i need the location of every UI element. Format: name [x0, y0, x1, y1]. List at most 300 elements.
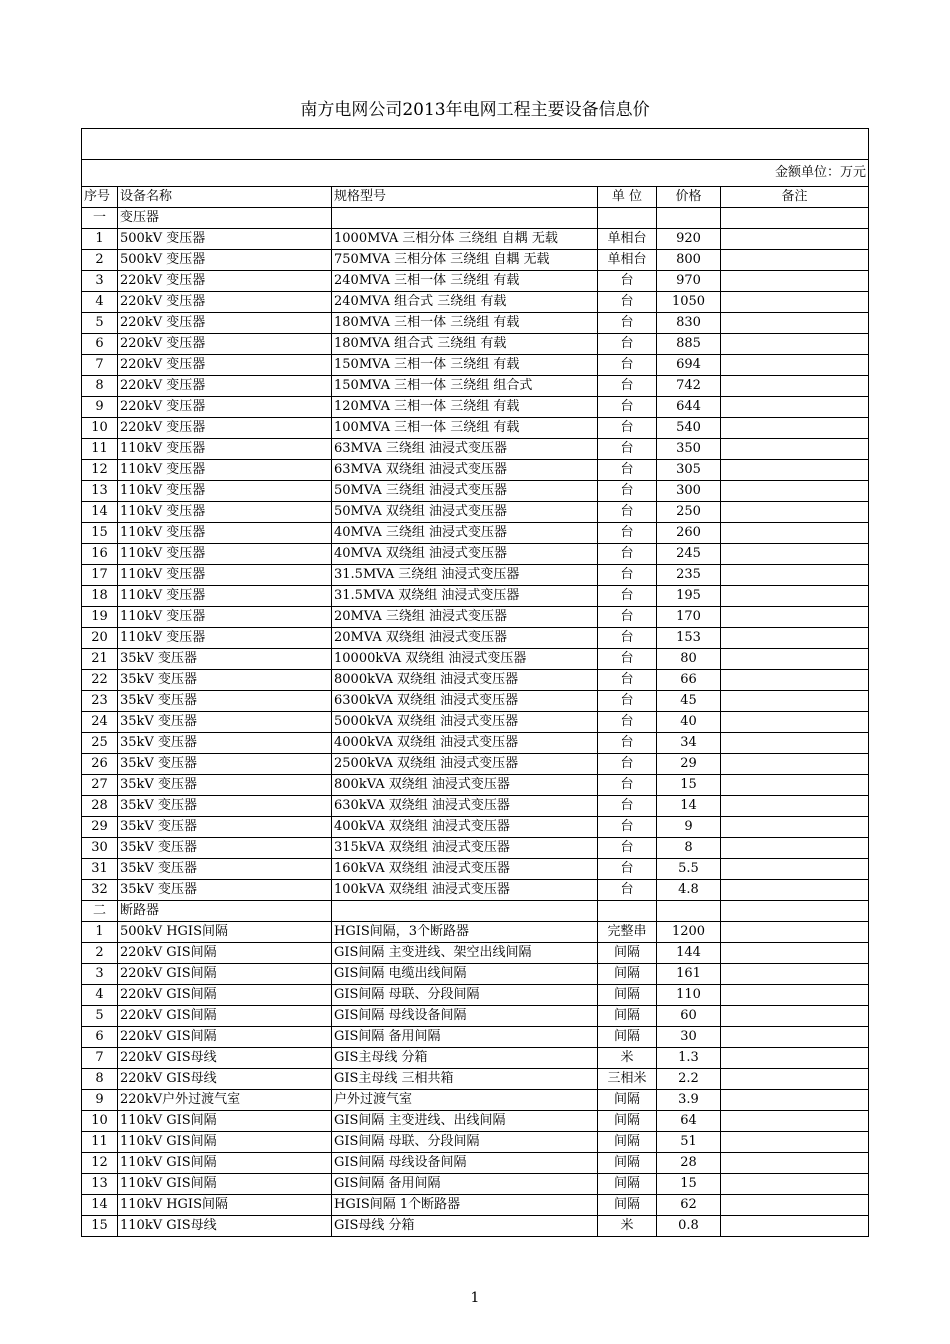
row-price: 260	[657, 523, 721, 544]
row-spec: 800kVA 双绕组 油浸式变压器	[332, 775, 598, 796]
row-unit: 台	[598, 376, 657, 397]
row-remark	[721, 964, 869, 985]
row-name: 110kV 变压器	[118, 544, 332, 565]
row-no: 20	[82, 628, 118, 649]
row-spec	[332, 901, 598, 922]
row-unit: 台	[598, 481, 657, 502]
row-spec: 150MVA 三相一体 三绕组 有载	[332, 355, 598, 376]
row-name: 110kV 变压器	[118, 628, 332, 649]
row-spec: 150MVA 三相一体 三绕组 组合式	[332, 376, 598, 397]
table-row	[82, 838, 869, 859]
row-spec: 100MVA 三相一体 三绕组 有载	[332, 418, 598, 439]
row-name: 110kV 变压器	[118, 481, 332, 502]
row-unit: 台	[598, 544, 657, 565]
row-price: 40	[657, 712, 721, 733]
row-name: 110kV 变压器	[118, 565, 332, 586]
row-remark	[721, 481, 869, 502]
row-price: 800	[657, 250, 721, 271]
row-price: 300	[657, 481, 721, 502]
row-remark	[721, 523, 869, 544]
row-no: 30	[82, 838, 118, 859]
row-remark	[721, 1006, 869, 1027]
row-no: 27	[82, 775, 118, 796]
row-unit: 台	[598, 586, 657, 607]
row-unit: 台	[598, 334, 657, 355]
table-row	[82, 229, 869, 250]
row-remark	[721, 1132, 869, 1153]
table-row	[82, 502, 869, 523]
row-no: 7	[82, 1048, 118, 1069]
row-no: 2	[82, 943, 118, 964]
row-unit: 台	[598, 439, 657, 460]
row-price: 110	[657, 985, 721, 1006]
row-remark	[721, 1195, 869, 1216]
row-unit: 台	[598, 418, 657, 439]
table-row	[82, 712, 869, 733]
table-row	[82, 607, 869, 628]
row-remark	[721, 1090, 869, 1111]
row-no: 18	[82, 586, 118, 607]
row-unit: 间隔	[598, 1006, 657, 1027]
row-remark	[721, 397, 869, 418]
row-name: 35kV 变压器	[118, 649, 332, 670]
table-row	[82, 313, 869, 334]
row-name: 220kV 变压器	[118, 376, 332, 397]
row-unit: 台	[598, 460, 657, 481]
row-name: 500kV 变压器	[118, 250, 332, 271]
page-number: 1	[470, 1290, 480, 1306]
row-name: 35kV 变压器	[118, 838, 332, 859]
row-name: 220kV GIS间隔	[118, 943, 332, 964]
header-spec: 规格型号	[332, 187, 598, 208]
equipment-price-table	[81, 128, 869, 1237]
table-row	[82, 985, 869, 1006]
row-price: 1200	[657, 922, 721, 943]
row-price: 45	[657, 691, 721, 712]
row-price: 885	[657, 334, 721, 355]
row-no: 28	[82, 796, 118, 817]
row-unit: 台	[598, 355, 657, 376]
row-spec: 2500kVA 双绕组 油浸式变压器	[332, 754, 598, 775]
row-price: 80	[657, 649, 721, 670]
row-no: 15	[82, 523, 118, 544]
table-row	[82, 1174, 869, 1195]
row-spec: HGIS间隔，3个断路器	[332, 922, 598, 943]
table-row	[82, 544, 869, 565]
row-spec: 20MVA 双绕组 油浸式变压器	[332, 628, 598, 649]
row-remark	[721, 1216, 869, 1237]
row-price: 644	[657, 397, 721, 418]
row-price: 4.8	[657, 880, 721, 901]
row-price: 742	[657, 376, 721, 397]
row-spec: 240MVA 三相一体 三绕组 有载	[332, 271, 598, 292]
row-price: 0.8	[657, 1216, 721, 1237]
row-remark	[721, 313, 869, 334]
row-no: 8	[82, 1069, 118, 1090]
row-price: 64	[657, 1111, 721, 1132]
row-spec: GIS间隔 电缆出线间隔	[332, 964, 598, 985]
table-row	[82, 334, 869, 355]
row-no: 29	[82, 817, 118, 838]
row-name: 500kV HGIS间隔	[118, 922, 332, 943]
header-no: 序号	[82, 187, 118, 208]
table-row	[82, 565, 869, 586]
row-spec: 6300kVA 双绕组 油浸式变压器	[332, 691, 598, 712]
row-remark	[721, 376, 869, 397]
row-price: 350	[657, 439, 721, 460]
row-unit	[598, 901, 657, 922]
row-remark	[721, 1069, 869, 1090]
table-row	[82, 418, 869, 439]
row-unit: 间隔	[598, 1132, 657, 1153]
table-row	[82, 859, 869, 880]
row-remark	[721, 544, 869, 565]
table-row	[82, 397, 869, 418]
row-spec: 50MVA 三绕组 油浸式变压器	[332, 481, 598, 502]
row-spec: 50MVA 双绕组 油浸式变压器	[332, 502, 598, 523]
row-unit: 台	[598, 397, 657, 418]
row-unit: 台	[598, 691, 657, 712]
row-remark	[721, 208, 869, 229]
table-row	[82, 922, 869, 943]
row-remark	[721, 334, 869, 355]
blank-row	[82, 129, 869, 160]
row-price: 51	[657, 1132, 721, 1153]
row-spec: 315kVA 双绕组 油浸式变压器	[332, 838, 598, 859]
row-name: 220kV GIS间隔	[118, 964, 332, 985]
row-remark	[721, 607, 869, 628]
row-remark	[721, 670, 869, 691]
row-spec: 8000kVA 双绕组 油浸式变压器	[332, 670, 598, 691]
header-row	[82, 187, 869, 208]
row-name: 110kV 变压器	[118, 502, 332, 523]
row-price: 540	[657, 418, 721, 439]
table-row	[82, 355, 869, 376]
row-name: 220kV 变压器	[118, 355, 332, 376]
row-remark	[721, 754, 869, 775]
row-price: 29	[657, 754, 721, 775]
row-price: 694	[657, 355, 721, 376]
row-no: 17	[82, 565, 118, 586]
table-row	[82, 208, 869, 229]
row-no: 1	[82, 229, 118, 250]
row-name: 35kV 变压器	[118, 691, 332, 712]
row-no: 3	[82, 271, 118, 292]
row-spec: 240MVA 组合式 三绕组 有载	[332, 292, 598, 313]
row-unit: 台	[598, 313, 657, 334]
row-unit: 间隔	[598, 1153, 657, 1174]
row-price: 195	[657, 586, 721, 607]
table-row	[82, 439, 869, 460]
row-no: 3	[82, 964, 118, 985]
row-price: 1.3	[657, 1048, 721, 1069]
table-row	[82, 964, 869, 985]
row-name: 35kV 变压器	[118, 859, 332, 880]
row-spec: GIS间隔 母线设备间隔	[332, 1153, 598, 1174]
row-remark	[721, 292, 869, 313]
row-price: 8	[657, 838, 721, 859]
row-no: 21	[82, 649, 118, 670]
row-spec: GIS间隔 母联、分段间隔	[332, 985, 598, 1006]
row-unit: 台	[598, 796, 657, 817]
row-no: 12	[82, 1153, 118, 1174]
row-price: 15	[657, 1174, 721, 1195]
row-no: 6	[82, 1027, 118, 1048]
row-no: 二	[82, 901, 118, 922]
row-no: 16	[82, 544, 118, 565]
row-spec: GIS间隔 主变进线、出线间隔	[332, 1111, 598, 1132]
table-row	[82, 817, 869, 838]
row-name: 220kV 变压器	[118, 418, 332, 439]
row-unit: 台	[598, 775, 657, 796]
table-row	[82, 1216, 869, 1237]
row-remark	[721, 712, 869, 733]
row-no: 5	[82, 1006, 118, 1027]
row-remark	[721, 691, 869, 712]
row-no: 5	[82, 313, 118, 334]
row-remark	[721, 229, 869, 250]
table-row	[82, 754, 869, 775]
row-spec: 40MVA 三绕组 油浸式变压器	[332, 523, 598, 544]
row-unit: 台	[598, 859, 657, 880]
row-name: 220kV GIS母线	[118, 1069, 332, 1090]
row-no: 14	[82, 502, 118, 523]
table-row	[82, 271, 869, 292]
row-remark	[721, 1027, 869, 1048]
table-row	[82, 628, 869, 649]
row-spec: GIS主母线 三相共箱	[332, 1069, 598, 1090]
row-spec	[332, 208, 598, 229]
row-unit: 米	[598, 1216, 657, 1237]
table-row	[82, 1090, 869, 1111]
table-row	[82, 880, 869, 901]
row-spec: 180MVA 组合式 三绕组 有载	[332, 334, 598, 355]
table-row	[82, 523, 869, 544]
row-no: 6	[82, 334, 118, 355]
row-remark	[721, 838, 869, 859]
row-unit: 台	[598, 292, 657, 313]
table-row	[82, 649, 869, 670]
row-unit: 台	[598, 649, 657, 670]
row-remark	[721, 733, 869, 754]
row-name: 220kV GIS间隔	[118, 1027, 332, 1048]
row-price: 66	[657, 670, 721, 691]
row-unit: 台	[598, 502, 657, 523]
row-spec: 750MVA 三相分体 三绕组 自耦 无载	[332, 250, 598, 271]
row-price: 1050	[657, 292, 721, 313]
row-remark	[721, 775, 869, 796]
row-spec: 31.5MVA 双绕组 油浸式变压器	[332, 586, 598, 607]
row-no: 13	[82, 481, 118, 502]
row-remark	[721, 1174, 869, 1195]
row-unit: 台	[598, 880, 657, 901]
row-remark	[721, 1153, 869, 1174]
row-price	[657, 208, 721, 229]
row-name: 35kV 变压器	[118, 754, 332, 775]
row-unit: 台	[598, 754, 657, 775]
row-no: 8	[82, 376, 118, 397]
row-spec: 1000MVA 三相分体 三绕组 自耦 无载	[332, 229, 598, 250]
row-name: 220kV 变压器	[118, 313, 332, 334]
row-unit: 三相米	[598, 1069, 657, 1090]
row-name: 110kV GIS间隔	[118, 1111, 332, 1132]
row-no: 26	[82, 754, 118, 775]
row-unit: 间隔	[598, 985, 657, 1006]
row-unit: 间隔	[598, 1174, 657, 1195]
row-price: 5.5	[657, 859, 721, 880]
row-price: 830	[657, 313, 721, 334]
row-name: 110kV GIS间隔	[118, 1174, 332, 1195]
row-unit: 间隔	[598, 943, 657, 964]
row-spec: 63MVA 双绕组 油浸式变压器	[332, 460, 598, 481]
row-spec: 400kVA 双绕组 油浸式变压器	[332, 817, 598, 838]
row-name: 变压器	[118, 208, 332, 229]
table-row	[82, 1006, 869, 1027]
row-remark	[721, 880, 869, 901]
row-spec: GIS间隔 母线设备间隔	[332, 1006, 598, 1027]
row-remark	[721, 628, 869, 649]
table-row	[82, 691, 869, 712]
row-price: 60	[657, 1006, 721, 1027]
unit-note-row	[82, 160, 869, 187]
row-no: 4	[82, 292, 118, 313]
row-spec: 100kVA 双绕组 油浸式变压器	[332, 880, 598, 901]
row-name: 220kV户外过渡气室	[118, 1090, 332, 1111]
row-remark	[721, 985, 869, 1006]
row-remark	[721, 1111, 869, 1132]
table-row	[82, 943, 869, 964]
row-no: 12	[82, 460, 118, 481]
row-spec: 40MVA 双绕组 油浸式变压器	[332, 544, 598, 565]
row-name: 断路器	[118, 901, 332, 922]
row-remark	[721, 796, 869, 817]
row-price: 15	[657, 775, 721, 796]
table-row	[82, 901, 869, 922]
row-no: 19	[82, 607, 118, 628]
row-remark	[721, 859, 869, 880]
row-spec: GIS母线 分箱	[332, 1216, 598, 1237]
row-no: 9	[82, 397, 118, 418]
row-price: 144	[657, 943, 721, 964]
page-title: 南方电网公司2013年电网工程主要设备信息价	[300, 100, 650, 120]
table-row	[82, 1048, 869, 1069]
row-unit: 单相台	[598, 229, 657, 250]
row-spec: GIS主母线 分箱	[332, 1048, 598, 1069]
row-spec: 63MVA 三绕组 油浸式变压器	[332, 439, 598, 460]
row-no: 11	[82, 1132, 118, 1153]
row-price: 9	[657, 817, 721, 838]
row-remark	[721, 502, 869, 523]
row-name: 110kV 变压器	[118, 607, 332, 628]
row-unit: 台	[598, 628, 657, 649]
row-spec: GIS间隔 主变进线、架空出线间隔	[332, 943, 598, 964]
table-row	[82, 1153, 869, 1174]
row-no: 15	[82, 1216, 118, 1237]
row-no: 24	[82, 712, 118, 733]
row-name: 110kV GIS间隔	[118, 1153, 332, 1174]
row-no: 23	[82, 691, 118, 712]
row-no: 10	[82, 1111, 118, 1132]
row-price: 161	[657, 964, 721, 985]
row-remark	[721, 817, 869, 838]
row-remark	[721, 565, 869, 586]
row-unit: 台	[598, 712, 657, 733]
row-name: 110kV 变压器	[118, 439, 332, 460]
table-row	[82, 586, 869, 607]
row-price: 170	[657, 607, 721, 628]
row-remark	[721, 250, 869, 271]
row-name: 110kV GIS间隔	[118, 1132, 332, 1153]
row-unit: 台	[598, 733, 657, 754]
header-remark: 备注	[721, 187, 869, 208]
row-name: 35kV 变压器	[118, 775, 332, 796]
row-price: 235	[657, 565, 721, 586]
row-unit: 台	[598, 271, 657, 292]
row-unit: 米	[598, 1048, 657, 1069]
row-unit: 间隔	[598, 1027, 657, 1048]
table-row	[82, 733, 869, 754]
row-no: 7	[82, 355, 118, 376]
row-no: 4	[82, 985, 118, 1006]
row-name: 35kV 变压器	[118, 880, 332, 901]
row-remark	[721, 439, 869, 460]
table-row	[82, 1069, 869, 1090]
row-name: 220kV GIS间隔	[118, 985, 332, 1006]
row-unit: 单相台	[598, 250, 657, 271]
row-price: 305	[657, 460, 721, 481]
row-name: 220kV GIS间隔	[118, 1006, 332, 1027]
row-price	[657, 901, 721, 922]
table-row	[82, 796, 869, 817]
row-no: 9	[82, 1090, 118, 1111]
row-remark	[721, 922, 869, 943]
row-unit: 间隔	[598, 1090, 657, 1111]
row-name: 35kV 变压器	[118, 670, 332, 691]
table-row	[82, 376, 869, 397]
row-unit: 台	[598, 523, 657, 544]
row-unit: 间隔	[598, 1195, 657, 1216]
row-no: 11	[82, 439, 118, 460]
row-unit: 间隔	[598, 964, 657, 985]
row-spec: 31.5MVA 三绕组 油浸式变压器	[332, 565, 598, 586]
row-spec: 5000kVA 双绕组 油浸式变压器	[332, 712, 598, 733]
row-name: 35kV 变压器	[118, 712, 332, 733]
row-remark	[721, 649, 869, 670]
row-price: 30	[657, 1027, 721, 1048]
row-remark	[721, 418, 869, 439]
table-row	[82, 670, 869, 691]
row-no: 10	[82, 418, 118, 439]
row-spec: GIS间隔 母联、分段间隔	[332, 1132, 598, 1153]
row-name: 110kV 变压器	[118, 586, 332, 607]
row-name: 220kV 变压器	[118, 334, 332, 355]
header-price: 价格	[657, 187, 721, 208]
unit-note: 金额单位：万元	[82, 160, 869, 187]
row-unit: 间隔	[598, 1111, 657, 1132]
row-remark	[721, 901, 869, 922]
row-spec: 户外过渡气室	[332, 1090, 598, 1111]
table-row	[82, 292, 869, 313]
row-price: 14	[657, 796, 721, 817]
row-remark	[721, 943, 869, 964]
table-row	[82, 1132, 869, 1153]
row-remark	[721, 1048, 869, 1069]
row-spec: 120MVA 三相一体 三绕组 有载	[332, 397, 598, 418]
row-no: 一	[82, 208, 118, 229]
header-unit: 单 位	[598, 187, 657, 208]
row-remark	[721, 460, 869, 481]
row-name: 220kV 变压器	[118, 271, 332, 292]
